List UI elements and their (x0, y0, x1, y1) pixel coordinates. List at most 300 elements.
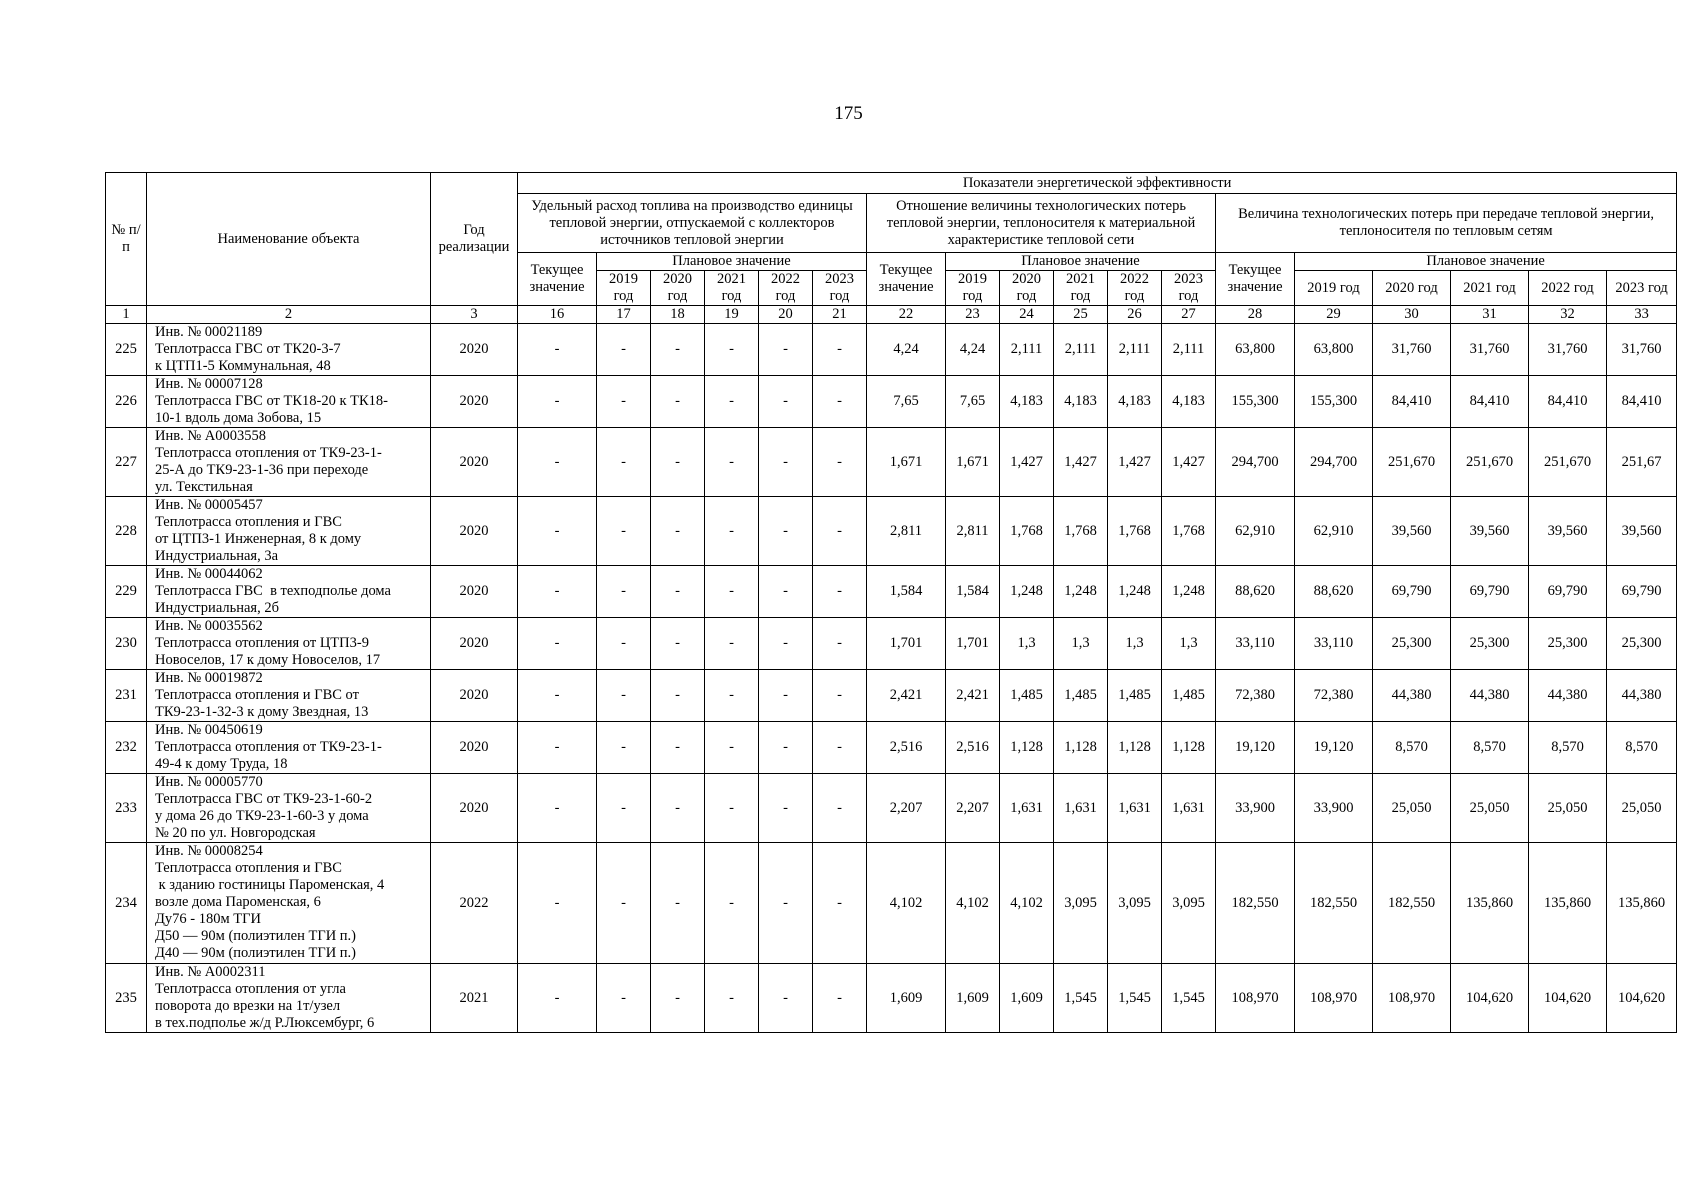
value-cell: - (597, 376, 651, 428)
value-cell: 4,24 (946, 324, 1000, 376)
object-name-line: Теплотрасса ГВС от ТК9-23-1-60-2 (155, 791, 373, 807)
implementation-year: 2022 (431, 843, 518, 964)
implementation-year: 2020 (431, 618, 518, 670)
value-cell: 62,910 (1295, 497, 1373, 566)
header-year-label: 2020 год (1373, 271, 1451, 306)
value-cell: 25,050 (1607, 774, 1677, 843)
row-number: 233 (106, 774, 147, 843)
object-name-line: Инв. № 00005457 (155, 497, 263, 513)
value-cell: 2,111 (1108, 324, 1162, 376)
value-cell: - (705, 566, 759, 618)
value-cell: 1,609 (867, 964, 946, 1033)
header-num: № п/п (106, 173, 147, 306)
value-cell: - (759, 722, 813, 774)
value-cell: 108,970 (1295, 964, 1373, 1033)
value-cell: 1,768 (1108, 497, 1162, 566)
value-cell: - (705, 376, 759, 428)
object-name-line: ТК9-23-1-32-3 к дому Звездная, 13 (155, 704, 369, 720)
value-cell: 25,300 (1529, 618, 1607, 670)
table-row (106, 843, 1677, 964)
value-cell: 1,3 (1000, 618, 1054, 670)
value-cell: 251,670 (1529, 428, 1607, 497)
value-cell: 1,485 (1000, 670, 1054, 722)
table-row (106, 670, 1677, 722)
value-cell: 1,584 (867, 566, 946, 618)
value-cell: 1,128 (1000, 722, 1054, 774)
value-cell: 84,410 (1373, 376, 1451, 428)
object-name-line: Инв. № 00005770 (155, 774, 263, 790)
object-name-line: к ЦТП1-5 Коммунальная, 48 (155, 358, 331, 374)
value-cell: 2,421 (946, 670, 1000, 722)
value-cell: 33,110 (1216, 618, 1295, 670)
value-cell: 1,631 (1000, 774, 1054, 843)
value-cell: 88,620 (1295, 566, 1373, 618)
value-cell: 44,380 (1451, 670, 1529, 722)
value-cell: - (705, 843, 759, 964)
value-cell: 1,609 (946, 964, 1000, 1033)
value-cell: - (759, 428, 813, 497)
value-cell: 4,183 (1108, 376, 1162, 428)
column-number: 2 (147, 306, 431, 324)
value-cell: - (759, 774, 813, 843)
value-cell: 69,790 (1529, 566, 1607, 618)
value-cell: - (705, 428, 759, 497)
header-current-value: Текущее значение (1216, 253, 1295, 306)
value-cell: 1,545 (1108, 964, 1162, 1033)
object-name-line: Ду76 - 180м ТГИ (155, 911, 261, 927)
value-cell: 25,050 (1373, 774, 1451, 843)
implementation-year: 2020 (431, 428, 518, 497)
header-year-label: 2022 год (1529, 271, 1607, 306)
column-number: 22 (867, 306, 946, 324)
header-loss-ratio: Отношение величины технологических потерь тепловой энергии, теплоносителя к материальной характеристике тепловой сети (867, 194, 1216, 253)
row-number: 226 (106, 376, 147, 428)
value-cell: 1,248 (1054, 566, 1108, 618)
value-cell: 31,760 (1529, 324, 1607, 376)
header-year-label: 2019 год (946, 271, 1000, 306)
value-cell: 31,760 (1373, 324, 1451, 376)
value-cell: 1,427 (1162, 428, 1216, 497)
row-number: 229 (106, 566, 147, 618)
value-cell: - (705, 324, 759, 376)
value-cell: 31,760 (1607, 324, 1677, 376)
value-cell: 2,516 (946, 722, 1000, 774)
implementation-year: 2020 (431, 324, 518, 376)
value-cell: - (651, 722, 705, 774)
column-number: 30 (1373, 306, 1451, 324)
implementation-year: 2021 (431, 964, 518, 1033)
header-year-label: 2023 год (1162, 271, 1216, 306)
value-cell: - (518, 618, 597, 670)
object-name-line: Инв. № 00450619 (155, 722, 263, 738)
header-plan-value: Плановое значение (946, 253, 1216, 271)
object-name-line: поворота до врезки на 1т/узел (155, 998, 341, 1014)
value-cell: 1,128 (1162, 722, 1216, 774)
value-cell: - (813, 376, 867, 428)
table-row (106, 618, 1677, 670)
value-cell: 7,65 (867, 376, 946, 428)
value-cell: 1,545 (1162, 964, 1216, 1033)
value-cell: 84,410 (1607, 376, 1677, 428)
value-cell: - (518, 497, 597, 566)
header-current-value: Текущее значение (867, 253, 946, 306)
value-cell: 135,860 (1529, 843, 1607, 964)
value-cell: - (597, 497, 651, 566)
value-cell: - (518, 428, 597, 497)
object-name-line: Инв. № А0002311 (155, 964, 266, 980)
column-number: 27 (1162, 306, 1216, 324)
value-cell: - (759, 376, 813, 428)
implementation-year: 2020 (431, 497, 518, 566)
value-cell: 33,110 (1295, 618, 1373, 670)
value-cell: 1,768 (1162, 497, 1216, 566)
value-cell: - (759, 618, 813, 670)
object-name (147, 497, 431, 566)
column-number: 25 (1054, 306, 1108, 324)
column-number: 29 (1295, 306, 1373, 324)
header-year-label: 2021 год (705, 271, 759, 306)
value-cell: 251,670 (1373, 428, 1451, 497)
value-cell: 108,970 (1216, 964, 1295, 1033)
value-cell: 8,570 (1529, 722, 1607, 774)
object-name (147, 670, 431, 722)
object-name-line: Инв. № 00044062 (155, 566, 263, 582)
header-plan-value: Плановое значение (1295, 253, 1677, 271)
value-cell: 25,050 (1451, 774, 1529, 843)
value-cell: - (759, 497, 813, 566)
column-number: 23 (946, 306, 1000, 324)
value-cell: 2,811 (946, 497, 1000, 566)
value-cell: 294,700 (1295, 428, 1373, 497)
value-cell: - (597, 964, 651, 1033)
object-name-line: 25-А до ТК9-23-1-36 при переходе (155, 462, 369, 478)
implementation-year: 2020 (431, 376, 518, 428)
column-number: 1 (106, 306, 147, 324)
object-name (147, 774, 431, 843)
object-name-line: Теплотрасса ГВС от ТК20-3-7 (155, 341, 341, 357)
value-cell: 1,671 (946, 428, 1000, 497)
value-cell: - (813, 843, 867, 964)
row-number: 230 (106, 618, 147, 670)
value-cell: 25,050 (1529, 774, 1607, 843)
value-cell: - (651, 497, 705, 566)
value-cell: 1,609 (1000, 964, 1054, 1033)
value-cell: - (759, 964, 813, 1033)
value-cell: - (518, 722, 597, 774)
object-name-line: Индустриальная, 2б (155, 600, 279, 616)
value-cell: - (813, 670, 867, 722)
object-name-line: Теплотрасса ГВС в техподполье дома (155, 583, 391, 599)
value-cell: - (759, 843, 813, 964)
value-cell: 1,128 (1054, 722, 1108, 774)
column-number: 3 (431, 306, 518, 324)
table-row (106, 566, 1677, 618)
header-plan-value: Плановое значение (597, 253, 867, 271)
value-cell: 1,631 (1108, 774, 1162, 843)
object-name-line: от ЦТП3-1 Инженерная, 8 к дому (155, 531, 362, 547)
value-cell: 155,300 (1216, 376, 1295, 428)
object-name-line: Д50 — 90м (полиэтилен ТГИ п.) (155, 928, 357, 944)
value-cell: - (813, 774, 867, 843)
value-cell: 1,3 (1108, 618, 1162, 670)
value-cell: - (705, 774, 759, 843)
value-cell: 2,207 (946, 774, 1000, 843)
object-name-line: № 20 по ул. Новгородская (155, 825, 316, 841)
value-cell: - (597, 670, 651, 722)
value-cell: - (518, 964, 597, 1033)
value-cell: - (651, 428, 705, 497)
value-cell: 155,300 (1295, 376, 1373, 428)
header-group-title: Показатели энергетической эффективности (518, 173, 1677, 194)
value-cell: 1,427 (1054, 428, 1108, 497)
value-cell: 135,860 (1451, 843, 1529, 964)
column-number: 19 (705, 306, 759, 324)
row-number: 228 (106, 497, 147, 566)
value-cell: - (651, 774, 705, 843)
object-name-line: Теплотрасса отопления от ЦТП3-9 (155, 635, 369, 651)
value-cell: 3,095 (1054, 843, 1108, 964)
table-row (106, 964, 1677, 1033)
value-cell: 69,790 (1607, 566, 1677, 618)
value-cell: 1,3 (1162, 618, 1216, 670)
value-cell: - (651, 324, 705, 376)
object-name-line: 49-4 к дому Труда, 18 (155, 756, 288, 772)
object-name-line: Теплотрасса отопления и ГВС (155, 860, 342, 876)
header-year-label: 2022 год (759, 271, 813, 306)
object-name-line: возле дома Пароменская, 6 (155, 894, 321, 910)
value-cell: - (813, 964, 867, 1033)
implementation-year: 2020 (431, 722, 518, 774)
object-name-line: Инв. № 00021189 (155, 324, 263, 340)
value-cell: 1,248 (1162, 566, 1216, 618)
value-cell: 44,380 (1529, 670, 1607, 722)
value-cell: 1,671 (867, 428, 946, 497)
value-cell: 1,631 (1162, 774, 1216, 843)
value-cell: 2,111 (1054, 324, 1108, 376)
object-name (147, 324, 431, 376)
row-number: 227 (106, 428, 147, 497)
object-name-line: Теплотрасса ГВС от ТК18-20 к ТК18- (155, 393, 388, 409)
value-cell: 69,790 (1451, 566, 1529, 618)
value-cell: 251,670 (1451, 428, 1529, 497)
object-name-line: Теплотрасса отопления от ТК9-23-1- (155, 739, 382, 755)
header-year-label: 2021 год (1054, 271, 1108, 306)
value-cell: 1,768 (1000, 497, 1054, 566)
value-cell: - (705, 964, 759, 1033)
value-cell: 1,3 (1054, 618, 1108, 670)
header-year: Год реализации (431, 173, 518, 306)
object-name (147, 618, 431, 670)
value-cell: 2,111 (1000, 324, 1054, 376)
object-name-line: Инв. № 00008254 (155, 843, 263, 859)
header-current-value: Текущее значение (518, 253, 597, 306)
value-cell: 104,620 (1607, 964, 1677, 1033)
value-cell: - (518, 843, 597, 964)
value-cell: - (813, 497, 867, 566)
value-cell: 25,300 (1607, 618, 1677, 670)
object-name-line: в тех.подполье ж/д Р.Люксембург, 6 (155, 1015, 375, 1031)
value-cell: 25,300 (1451, 618, 1529, 670)
value-cell: 1,485 (1054, 670, 1108, 722)
row-number: 234 (106, 843, 147, 964)
value-cell: 2,516 (867, 722, 946, 774)
value-cell: 39,560 (1607, 497, 1677, 566)
value-cell: 33,900 (1216, 774, 1295, 843)
value-cell: 2,207 (867, 774, 946, 843)
object-name-line: Инв. № 00035562 (155, 618, 263, 634)
value-cell: 84,410 (1451, 376, 1529, 428)
value-cell: - (518, 376, 597, 428)
value-cell: - (813, 618, 867, 670)
value-cell: 1,485 (1108, 670, 1162, 722)
value-cell: 33,900 (1295, 774, 1373, 843)
value-cell: - (759, 566, 813, 618)
value-cell: - (759, 670, 813, 722)
object-name-line: у дома 26 до ТК9-23-1-60-3 у дома (155, 808, 369, 824)
value-cell: 294,700 (1216, 428, 1295, 497)
object-name-line: Инв. № 00019872 (155, 670, 263, 686)
value-cell: - (813, 428, 867, 497)
page-number: 175 (834, 103, 863, 124)
value-cell: 251,67 (1607, 428, 1677, 497)
table-row (106, 722, 1677, 774)
table-row (106, 324, 1677, 376)
value-cell: - (597, 722, 651, 774)
row-number: 235 (106, 964, 147, 1033)
object-name-line: к зданию гостиницы Пароменская, 4 (155, 877, 385, 893)
energy-efficiency-table (105, 172, 1677, 1033)
column-number: 32 (1529, 306, 1607, 324)
value-cell: 2,811 (867, 497, 946, 566)
object-name (147, 428, 431, 497)
header-name: Наименование объекта (147, 173, 431, 306)
value-cell: 72,380 (1216, 670, 1295, 722)
value-cell: 1,427 (1000, 428, 1054, 497)
object-name (147, 964, 431, 1033)
value-cell: 4,102 (946, 843, 1000, 964)
value-cell: 62,910 (1216, 497, 1295, 566)
value-cell: 4,183 (1162, 376, 1216, 428)
row-number: 232 (106, 722, 147, 774)
value-cell: - (813, 722, 867, 774)
value-cell: - (651, 618, 705, 670)
value-cell: 1,701 (867, 618, 946, 670)
value-cell: 182,550 (1373, 843, 1451, 964)
value-cell: 1,427 (1108, 428, 1162, 497)
value-cell: 31,760 (1451, 324, 1529, 376)
value-cell: 4,183 (1000, 376, 1054, 428)
value-cell: 1,485 (1162, 670, 1216, 722)
value-cell: - (813, 566, 867, 618)
object-name-line: Инв. № А0003558 (155, 428, 267, 444)
value-cell: - (705, 670, 759, 722)
header-year-label: 2019 год (1295, 271, 1373, 306)
object-name (147, 566, 431, 618)
row-number: 225 (106, 324, 147, 376)
header-year-label: 2019 год (597, 271, 651, 306)
header-year-label: 2023 год (813, 271, 867, 306)
value-cell: 2,421 (867, 670, 946, 722)
column-number: 17 (597, 306, 651, 324)
header-year-label: 2022 год (1108, 271, 1162, 306)
value-cell: 4,24 (867, 324, 946, 376)
value-cell: 39,560 (1451, 497, 1529, 566)
column-number: 18 (651, 306, 705, 324)
value-cell: 182,550 (1216, 843, 1295, 964)
value-cell: 8,570 (1373, 722, 1451, 774)
value-cell: 44,380 (1607, 670, 1677, 722)
value-cell: 1,545 (1054, 964, 1108, 1033)
value-cell: 8,570 (1607, 722, 1677, 774)
object-name (147, 843, 431, 964)
object-name-line: ул. Текстильная (155, 479, 253, 495)
value-cell: - (518, 324, 597, 376)
value-cell: 3,095 (1162, 843, 1216, 964)
value-cell: - (651, 964, 705, 1033)
value-cell: 8,570 (1451, 722, 1529, 774)
column-number: 24 (1000, 306, 1054, 324)
value-cell: 88,620 (1216, 566, 1295, 618)
header-year-label: 2021 год (1451, 271, 1529, 306)
object-name-line: Инв. № 00007128 (155, 376, 263, 392)
value-cell: 135,860 (1607, 843, 1677, 964)
column-number: 21 (813, 306, 867, 324)
value-cell: 84,410 (1529, 376, 1607, 428)
value-cell: 69,790 (1373, 566, 1451, 618)
value-cell: 1,248 (1000, 566, 1054, 618)
table-row (106, 497, 1677, 566)
column-number: 20 (759, 306, 813, 324)
value-cell: 104,620 (1529, 964, 1607, 1033)
value-cell: 39,560 (1373, 497, 1451, 566)
object-name-line: Индустриальная, 3а (155, 548, 279, 564)
header-loss-value: Величина технологических потерь при передаче тепловой энергии, теплоносителя по тепловым сетям (1216, 194, 1677, 253)
value-cell: - (518, 566, 597, 618)
value-cell: 39,560 (1529, 497, 1607, 566)
value-cell: - (518, 774, 597, 843)
object-name-line: 10-1 вдоль дома Зобова, 15 (155, 410, 322, 426)
value-cell: 44,380 (1373, 670, 1451, 722)
object-name-line: Д40 — 90м (полиэтилен ТГИ п.) (155, 945, 357, 961)
value-cell: 1,248 (1108, 566, 1162, 618)
value-cell: 4,102 (1000, 843, 1054, 964)
value-cell: - (651, 670, 705, 722)
column-number: 28 (1216, 306, 1295, 324)
value-cell: 19,120 (1295, 722, 1373, 774)
value-cell: - (651, 843, 705, 964)
value-cell: - (705, 618, 759, 670)
value-cell: 1,128 (1108, 722, 1162, 774)
table-row (106, 376, 1677, 428)
value-cell: - (597, 566, 651, 618)
value-cell: - (597, 324, 651, 376)
value-cell: 63,800 (1216, 324, 1295, 376)
value-cell: 1,631 (1054, 774, 1108, 843)
column-number: 26 (1108, 306, 1162, 324)
value-cell: 25,300 (1373, 618, 1451, 670)
value-cell: 1,768 (1054, 497, 1108, 566)
value-cell: 1,701 (946, 618, 1000, 670)
object-name (147, 376, 431, 428)
implementation-year: 2020 (431, 670, 518, 722)
object-name-line: Теплотрасса отопления от угла (155, 981, 346, 997)
value-cell: - (813, 324, 867, 376)
object-name-line: Теплотрасса отопления и ГВС от (155, 687, 359, 703)
value-cell: - (597, 428, 651, 497)
value-cell: - (518, 670, 597, 722)
header-year-label: 2020 год (1000, 271, 1054, 306)
header-year-label: 2020 год (651, 271, 705, 306)
